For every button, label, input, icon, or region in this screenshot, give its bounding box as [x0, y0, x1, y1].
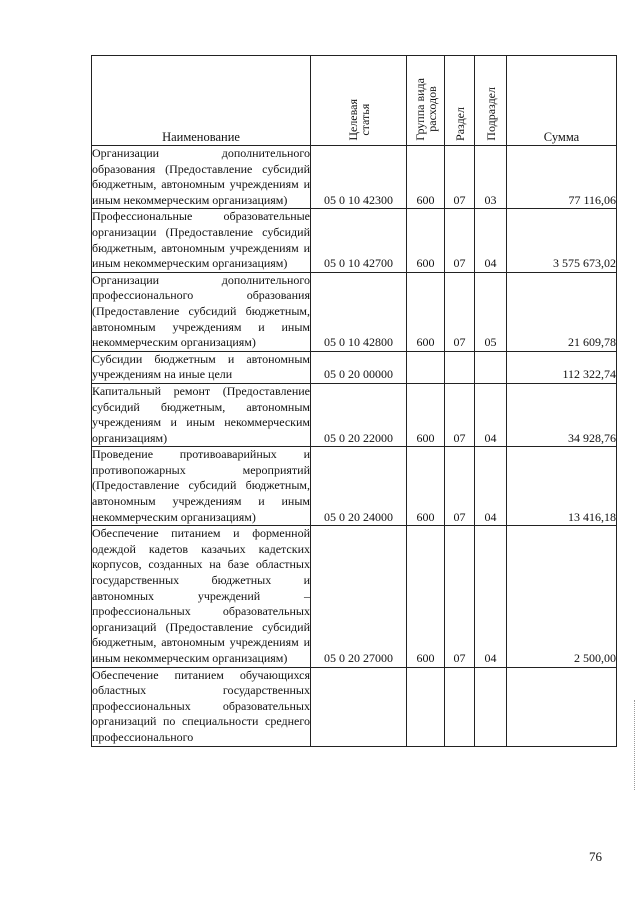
table-row [92, 272, 617, 351]
header-target [311, 56, 407, 146]
row-code: 05 0 10 42700 [311, 209, 407, 272]
row-subsection [475, 351, 507, 383]
row-subsection: 04 [475, 383, 507, 446]
row-subsection [475, 667, 507, 746]
row-amount: 3 575 673,02 [507, 209, 617, 272]
row-amount: 34 928,76 [507, 383, 617, 446]
header-sum: Сумма [507, 56, 617, 146]
header-group-label: Группа вида расходов [412, 78, 439, 141]
row-code: 05 0 10 42800 [311, 272, 407, 351]
header-section [445, 56, 475, 146]
header-group [407, 56, 445, 146]
row-subsection: 04 [475, 526, 507, 667]
row-code: 05 0 20 27000 [311, 526, 407, 667]
row-group: 600 [407, 526, 445, 667]
row-name: Обеспечение питанием и форменной одеждой кадетов казачьих кадетских корпусов, созданных на базе областных государственных бюджетных и автономных учреждений – профессиональных образовательных организаций (Предоставление субсидий бюджетным, автономным учреждениям и иным некоммерческим организациям) [92, 526, 311, 667]
row-amount: 2 500,00 [507, 526, 617, 667]
row-group [407, 667, 445, 746]
header-section-label: Раздел [452, 107, 467, 141]
row-section: 07 [445, 383, 475, 446]
header-name: Наименование [92, 56, 311, 146]
row-amount [507, 667, 617, 746]
scan-edge-mark [634, 700, 636, 790]
row-subsection: 04 [475, 447, 507, 526]
row-amount: 13 416,18 [507, 447, 617, 526]
row-code: 05 0 10 42300 [311, 146, 407, 209]
row-group: 600 [407, 272, 445, 351]
row-amount: 77 116,06 [507, 146, 617, 209]
row-name: Профессиональные образовательные организации (Предоставление субсидий бюджетным, автономным учреждениям и иным некоммерческим организациям) [92, 209, 311, 272]
row-subsection: 05 [475, 272, 507, 351]
row-group: 600 [407, 209, 445, 272]
row-section: 07 [445, 146, 475, 209]
table-header-row [92, 56, 617, 146]
row-section [445, 667, 475, 746]
table-row [92, 146, 617, 209]
table-row [92, 447, 617, 526]
row-section: 07 [445, 272, 475, 351]
row-code: 05 0 20 00000 [311, 351, 407, 383]
table-row [92, 209, 617, 272]
row-subsection: 04 [475, 209, 507, 272]
table-row [92, 351, 617, 383]
row-section: 07 [445, 447, 475, 526]
row-code: 05 0 20 24000 [311, 447, 407, 526]
page-number: 76 [589, 849, 602, 864]
row-name: Обеспечение питанием обучающихся областных государственных профессиональных образовательных организаций по специальности среднего профессионального [92, 667, 311, 746]
row-code [311, 667, 407, 746]
header-subsection-label: Подраздел [483, 87, 498, 141]
header-target-label: Целевая статья [345, 99, 372, 141]
row-name: Субсидии бюджетным и автономным учреждениям на иные цели [92, 351, 311, 383]
row-section [445, 351, 475, 383]
table-row [92, 526, 617, 667]
row-section: 07 [445, 209, 475, 272]
row-amount: 112 322,74 [507, 351, 617, 383]
row-amount: 21 609,78 [507, 272, 617, 351]
row-group: 600 [407, 447, 445, 526]
row-group: 600 [407, 146, 445, 209]
row-name: Капитальный ремонт (Предоставление субсидий бюджетным, автономным учреждениям и иным некоммерческим организациям) [92, 383, 311, 446]
row-subsection: 03 [475, 146, 507, 209]
row-name: Организации дополнительного профессионального образования (Предоставление субсидий бюджетным, автономным учреждениям и иным некоммерческим организациям) [92, 272, 311, 351]
row-group: 600 [407, 383, 445, 446]
budget-table [91, 55, 617, 747]
row-name: Организации дополнительного образования (Предоставление субсидий бюджетным, автономным учреждениям и иным некоммерческим организациям) [92, 146, 311, 209]
row-section: 07 [445, 526, 475, 667]
table-row [92, 383, 617, 446]
header-subsection [475, 56, 507, 146]
row-group [407, 351, 445, 383]
table-row [92, 667, 617, 746]
row-name: Проведение противоаварийных и противопожарных мероприятий (Предоставление субсидий бюджетным, автономным учреждениям и иным некоммерческим организациям) [92, 447, 311, 526]
row-code: 05 0 20 22000 [311, 383, 407, 446]
